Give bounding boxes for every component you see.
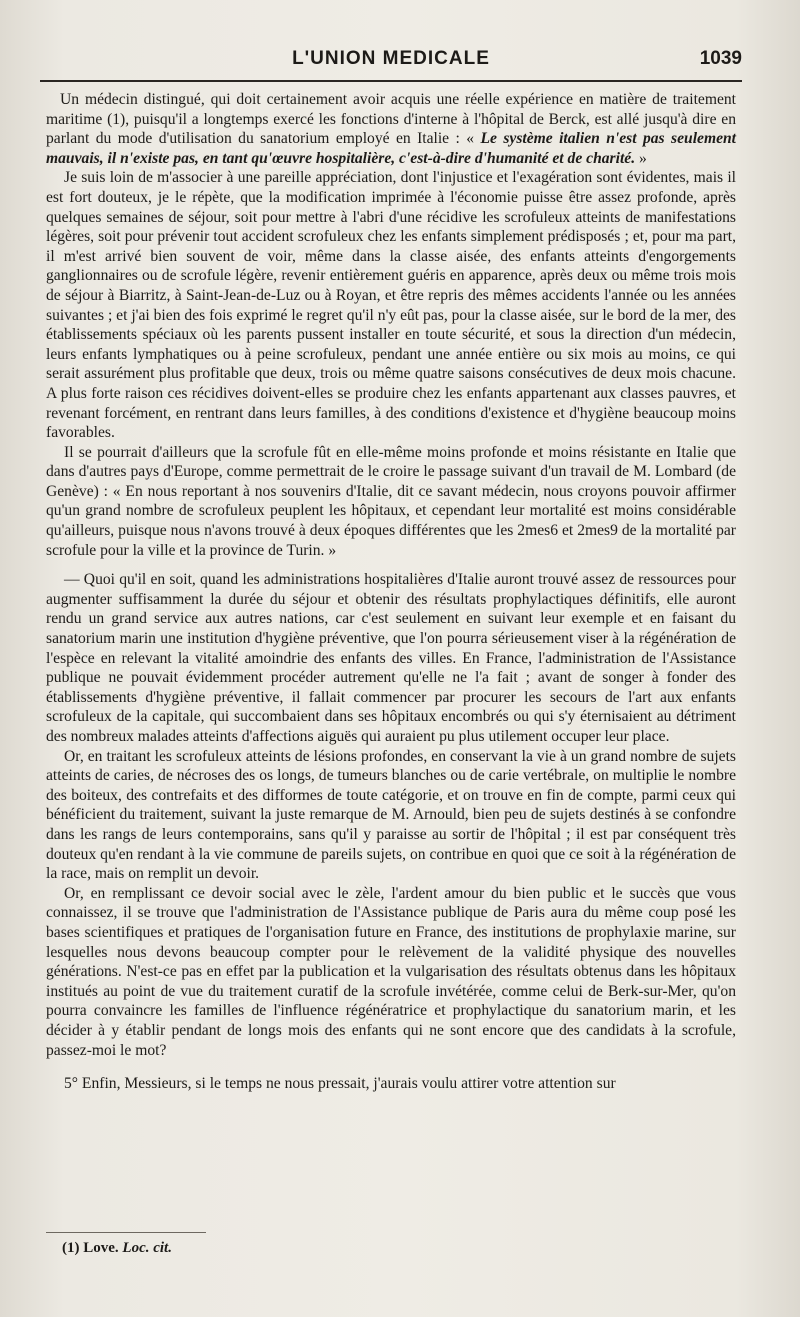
footnote-citation: Loc. cit. xyxy=(122,1240,172,1256)
paragraph-1 xyxy=(46,90,736,168)
paragraph-6: Or, en remplissant ce devoir social avec le zèle, l'ardent amour du bien public et le succès que vous connaissez, il se trouve que l'administration de l'Assistance publique de Paris aura du même coup posé les bases scientifiques et pratiques de l'organisation future en France, des institutions de prophylaxie marine, sur lesquelles nous devons beaucoup compter pour le relèvement de la validité physique des nouvelles générations. N'est-ce pas en effet par la publication et la vulgarisation des résultats obtenus dans les hôpitaux institués au point de vue du traitement curatif de la scrofule invétérée, comme celui de Berk-sur-Mer, qu'on pourra convaincre les familles de l'influence régénératrice et prophylactique du sanatorium marin, et les décider à y établir pendant de longs mois des enfants qui ne sont encore que des candidats à la scrofule, passez-moi le mot? xyxy=(46,884,736,1059)
footnote xyxy=(62,1240,172,1257)
article-body xyxy=(46,90,736,1094)
footnote-rule xyxy=(46,1232,206,1233)
header-rule xyxy=(40,80,742,82)
paragraph-7: 5° Enfin, Messieurs, si le temps ne nous pressait, j'aurais voulu attirer votre attention sur xyxy=(64,1075,616,1093)
paragraph-1-text: Un médecin distingué, qui doit certainement avoir acquis une réelle expérience en matière de traitement maritime (1), puisqu'il a longtemps exercé les fonctions d'interne à l'hôpital de Berck, est allé jusqu'à dire en parlant du mode d'utilisation du sanatorium employé en Italie : « xyxy=(46,91,736,148)
paragraph-5: Or, en traitant les scrofuleux atteints de lésions profondes, en conservant la vie à un grand nombre de sujets atteints de caries, de nécroses des os longs, de tumeurs blanches ou de carie vertébrale, on multiplie le nombre des boiteux, des contrefaits et des difformes de toute catégorie, et on trouve en fin de compte, parmi ceux qui bénéficient du traitement, suivant la juste remarque de M. Arnould, bien peu de sujets destinés à se confondre dans les rangs de leurs contemporains, sans qu'il y paraisse au sortir de l'hôpital ; il est par conséquent très douteux qu'en rendant à la vie commune de pareils sujets, on contribue en quoi que ce soit à la régénération de la race, mais on remplit un devoir. xyxy=(46,747,736,883)
paragraph-1-quote: Le système italien n'est pas seulement mauvais, il n'existe pas, en tant qu'œuvre hospitalière, c'est-à-dire d'humanité et de charité. xyxy=(46,130,736,167)
paragraph-1-close: » xyxy=(635,149,647,167)
journal-title: L'UNION MEDICALE xyxy=(292,48,490,69)
footnote-marker: (1) Love. xyxy=(62,1240,123,1256)
page-number: 1039 xyxy=(699,48,742,69)
paragraph-3: Il se pourrait d'ailleurs que la scrofule fût en elle-même moins profonde et moins résistante en Italie que dans d'autres pays d'Europe, comme permettrait de le croire le passage suivant d'un travail de M. Lombard (de Genève) : « En nous reportant à nos souvenirs d'Italie, dit ce savant médecin, nous croyons pouvoir affirmer qu'un grand nombre de scrofuleux peuplent les hôpitaux, et cependant leur mortalité est moins considérable qu'ailleurs, puisque nous n'avons trouvé à deux époques différentes que les 2mes6 et 2mes9 de la mortalité par scrofule pour la ville et la province de Turin. » xyxy=(46,443,736,559)
running-header xyxy=(40,48,742,74)
paragraph-2: Je suis loin de m'associer à une pareille appréciation, dont l'injustice et l'exagération sont évidentes, mais il est fort douteux, je le répète, que la modification imprimée à l'économie puisse être assez profonde, après quelques semaines de séjour, soit pour mettre à l'abri d'une récidive les scrofuleux atteints de manifestations légères, soit pour prévenir tout accident scrofuleux chez les enfants simplement prédisposés ; et, pour ma part, il m'est arrivé bien souvent de voir, même dans la classe aisée, des enfants atteints d'engorgements ganglionnaires ou de scrofule légère, revenir entièrement guéris en apparence, après deux ou même trois mois de séjour à Biarritz, à Saint-Jean-de-Luz ou à Royan, et être repris des mêmes accidents l'année ou les années suivantes ; et j'ai bien des fois exprimé le regret qu'il n'y eût pas, pour la classe aisée, sur le bord de la mer, des établissements spéciaux où les parents pussent installer en toute sécurité, et sous la direction d'un médecin, leurs enfants lymphatiques ou à peine scrofuleux, pendant une année entière ou six mois au moins, ce qui serait assurément plus profitable que deux, trois ou même quatre saisons consécutives de deux mois chacune. A plus forte raison ces récidives doivent-elles se produire chez les enfants appartenant aux classes pauvres, et revenant forcément, en rentrant dans leurs familles, à des conditions d'existence et d'hygiène beaucoup moins favorables. xyxy=(46,169,736,442)
paragraph-4: — Quoi qu'il en soit, quand les administrations hospitalières d'Italie auront trouvé assez de ressources pour augmenter suffisamment la durée du séjour et obtenir des résultats prophylactiques définitifs, elle auront rendu un grand service aux autres nations, car c'est seulement en suivant leur exemple et en faisant du sanatorium marin une institution d'hygiène préventive, que l'on pourra sérieusement viser à la régénération de l'espèce en relevant la vitalité amoindrie des enfants des villes. En France, l'administration de l'Assistance publique ne pouvait évidemment procéder autrement qu'elle ne l'a fait ; avant de songer à fonder des établissements d'hygiène préventive, il fallait commencer par procurer les secours de l'art aux enfants scrofuleux de la capitale, qui succombaient dans ses hôpitaux encombrés ou qui s'y éternisaient au détriment des nombreux malades atteints d'affections aiguës qui auraient pu plus utilement occuper leur place. xyxy=(46,571,736,745)
